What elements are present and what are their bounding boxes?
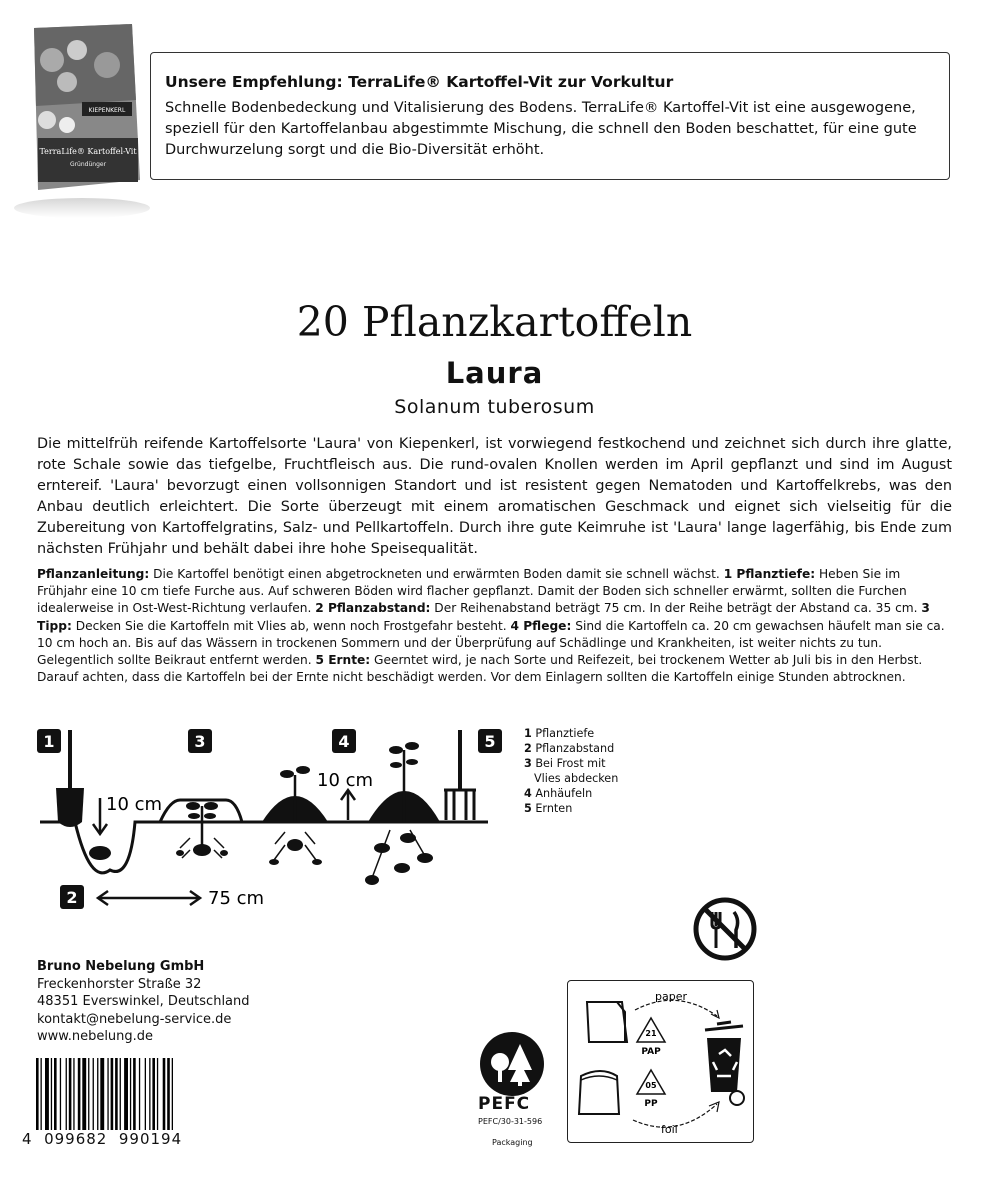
recycling-code-1: 21 xyxy=(645,1029,657,1038)
recycling-label-1: PAP xyxy=(641,1047,661,1057)
step-badge-2: 2 xyxy=(60,885,84,909)
barcode-bar xyxy=(157,1058,158,1130)
recycling-label-2: PP xyxy=(644,1099,658,1109)
barcode-bar xyxy=(107,1058,108,1130)
foil-label: foil xyxy=(661,1123,678,1136)
step-3-label: 3 Tipp: xyxy=(37,601,930,633)
company-email[interactable]: kontakt@nebelung-service.de xyxy=(37,1011,232,1027)
company-city: 48351 Everswinkel, Deutschland xyxy=(37,994,250,1009)
company-website[interactable]: www.nebelung.de xyxy=(37,1029,154,1044)
instructions-text: Geerntet wird, je nach Sorte und Reifezeit, bei trockenem Wetter ab Juli bis in den Herbst. Darauf achten, dass die Kartoffeln bei der Ernte nicht beschädigt werden. Vor dem Einlagern sollten die Kartoffeln einige Stunden abtrocknen. xyxy=(37,653,923,685)
barcode-bar xyxy=(130,1058,131,1130)
planting-instructions xyxy=(37,566,952,686)
depth-label: 10 cm xyxy=(106,794,163,815)
instructions-text: Der Reihenabstand beträgt 75 cm. In der Reihe beträgt der Abstand ca. 35 cm. xyxy=(430,601,922,616)
pack-brand: KIEPENKERL xyxy=(88,107,126,114)
pefc-code: PEFC/30-31-596 xyxy=(478,1117,543,1126)
barcode-bar xyxy=(100,1058,104,1130)
product-description: Die mittelfrüh reifende Kartoffelsorte 'Laura' von Kiepenkerl, ist vorwiegend festkochend und zeichnet sich durch ihre glatte, rote Schale sowie das tiefgelbe, Fruchtfleisch aus. Die rund-ovalen Knollen werden im April gepflanzt und sind im August erntereif. 'Laura' bevorzugt einen vollsonnigen Standort und ist resistent gegen Nematoden und Kartoffelkrebs, was den Anbau deutlich erleichtert. Die Sorte überzeugt mit einem aromatischen Geschmack und eignet sich vielseitig für die Zubereitung von Kartoffelgratins, Salz- und Pellkartoffeln. Durch ihre gute Keimruhe ist 'Laura' lange lagerfähig, bis Ende zum nächsten Frühjahr und behält dabei ihre hohe Speisequalität. xyxy=(37,436,952,557)
spade-icon xyxy=(56,730,84,827)
barcode-bar xyxy=(111,1058,114,1130)
company-address xyxy=(37,958,250,1046)
paper-label: paper xyxy=(655,990,687,1003)
recycling-code-2: 05 xyxy=(645,1081,657,1090)
planting-diagram xyxy=(30,720,500,920)
barcode-bar xyxy=(167,1058,170,1130)
recommendation-body: Schnelle Bodenbedeckung und Vitalisierung des Bodens. TerraLife® Kartoffel-Vit ist eine ausgewogene, speziell für den Kartoffelanbau abgestimmte Mischung, die schnell den Boden beschattet, für eine gute Durchwurzelung sorgt und die Bio-Diversität erhöht. xyxy=(165,100,917,158)
barcode-digits: 4 099682 990194 xyxy=(22,1130,183,1148)
barcode-bar xyxy=(73,1058,74,1130)
instructions-text: Sind die Kartoffeln ca. 20 cm gewachsen häufelt man sie ca. 10 cm hoch an. Bis auf das Wässern in trockenen Sommern und der Überprüfung auf Schädlinge und Krankheiten, ist weiter nichts zu tun. Gelegentlich sollte Beikraut entfernt werden. xyxy=(37,618,945,668)
latin-name: Solanum tuberosum xyxy=(394,396,595,418)
barcode-bar xyxy=(115,1058,118,1130)
row-distance-label: 75 cm xyxy=(208,888,265,909)
barcode-bar xyxy=(66,1058,67,1130)
barcode-bar xyxy=(149,1058,150,1130)
company-name: Bruno Nebelung GmbH xyxy=(37,959,205,974)
legend-item: 3 Bei Frost mit xyxy=(524,757,606,770)
step-2-label: 2 Pflanzabstand: xyxy=(315,601,431,616)
barcode xyxy=(36,1058,206,1130)
barcode-bar xyxy=(36,1058,39,1130)
barcode-bar xyxy=(60,1058,61,1130)
pefc-caption: Packaging xyxy=(492,1138,533,1147)
variety-name: Laura xyxy=(445,356,544,390)
step-5-label: 5 Ernte: xyxy=(315,653,371,668)
company-street: Freckenhorster Straße 32 xyxy=(37,976,202,992)
recycling-diagram xyxy=(567,980,754,1143)
barcode-bar xyxy=(88,1058,89,1130)
step-4-label: 4 Pflege: xyxy=(510,618,572,633)
barcode-bar xyxy=(124,1058,128,1130)
barcode-bar xyxy=(45,1058,49,1130)
barcode-bar xyxy=(51,1058,52,1130)
legend-item: 5 Ernten xyxy=(524,802,573,815)
pack-name: TerraLife® Kartoffel-Vit xyxy=(39,147,137,156)
recycle-icon xyxy=(705,1022,744,1105)
barcode-bar xyxy=(54,1058,57,1130)
step-badge-1: 1 xyxy=(37,729,61,753)
barcode-bar xyxy=(172,1058,173,1130)
instructions-text: Heben Sie im Frühjahr eine 10 cm tiefe Furche aus. Auf schweren Böden wird flacher gepflanzt. Damit der Boden sich schneller erwärmt, sollten die Furchen idealerweise in Ost-West-Richtung verlaufen. xyxy=(37,567,907,616)
step-badge-3: 3 xyxy=(188,729,212,753)
product-title: 20 Pflanzkartoffeln xyxy=(296,298,693,346)
recommendation-title: Unsere Empfehlung: TerraLife® Kartoffel-Vit zur Vorkultur xyxy=(165,73,674,91)
fork-icon xyxy=(444,730,476,820)
legend-item: 2 Pflanzabstand xyxy=(524,742,615,755)
kartoffel-vit-pack-image xyxy=(12,20,152,220)
barcode-bar xyxy=(163,1058,166,1130)
diagram-legend xyxy=(524,726,618,816)
barcode-bar xyxy=(41,1058,42,1130)
barcode-bar xyxy=(93,1058,94,1130)
legend-item: Vlies abdecken xyxy=(534,772,619,785)
barcode-bar xyxy=(78,1058,81,1130)
pack-sub: Gründünger xyxy=(69,161,107,168)
step-1-label: 1 Pflanztiefe: xyxy=(723,567,816,581)
step-badge-5: 5 xyxy=(478,729,502,753)
barcode-bar xyxy=(145,1058,146,1130)
step-badge-4: 4 xyxy=(332,729,356,753)
legend-item: 1 Pflanztiefe xyxy=(524,727,595,740)
hill-label: 10 cm xyxy=(317,770,374,791)
barcode-bar xyxy=(97,1058,98,1130)
sprout-icon xyxy=(176,802,228,858)
barcode-bar xyxy=(82,1058,86,1130)
instructions-label: Pflanzanleitung: xyxy=(37,567,150,581)
barcode-bar xyxy=(69,1058,72,1130)
instructions-text: Die Kartoffel benötigt einen abgetrockneten und erwärmten Boden damit sie schnell wächst. xyxy=(149,567,724,581)
instructions-text: Decken Sie die Kartoffeln mit Vlies ab, wenn noch Frostgefahr besteht. xyxy=(71,618,511,633)
barcode-bar xyxy=(152,1058,155,1130)
barcode-bar xyxy=(120,1058,121,1130)
barcode-bar xyxy=(139,1058,140,1130)
barcode-bar xyxy=(133,1058,136,1130)
no-food-icon xyxy=(692,896,758,962)
pefc-label: PEFC xyxy=(478,1094,531,1114)
legend-item: 4 Anhäufeln xyxy=(524,787,593,800)
